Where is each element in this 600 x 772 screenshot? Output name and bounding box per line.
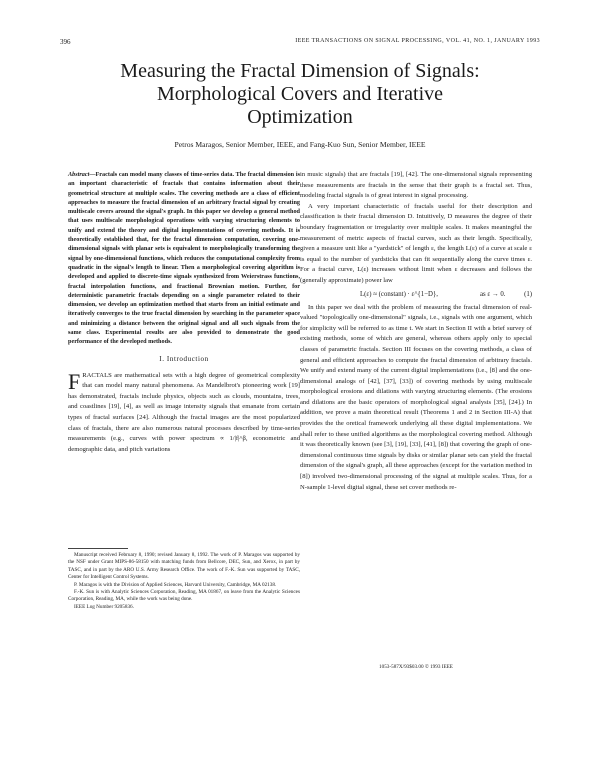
- title-line: Optimization: [247, 106, 353, 128]
- footnote-author-maragos: P. Maragos is with the Division of Applied Sciences, Harvard University, Cambridge, MA 02138.: [74, 581, 277, 588]
- footnote-log-number: IEEE Log Number 9205836.: [74, 603, 134, 610]
- right-column: [300, 170, 532, 493]
- abstract-text: Fractals can model many classes of time-series data. The fractal dimension is an important characteristic of fractals that contains information about their geometrical structure at multiple scales. The covering methods are a class of efficient approaches to measure the fractal dimension of an arbitrary fractal signal by creating multiscale covers around the signal's graph. In this paper we develop a general method that uses multiscale morphological operations with varying structuring elements to unify and extend the theory and digital implementations of covering methods. It is theoretically established that, for the fractal dimension computation, covering one-dimensional signals with planar sets is equivalent to morphologically transforming the signal by one-dimensional functions, which reduces the computational complexity from quadratic in the signal's length to linear. Then a morphological covering algorithm is developed and applied to discrete-time signals synthesized from Weierstrass functions, fractal interpolation functions, and fractional Brownian motion. Further, for deterministic parametric fractals depending on a single parameter related to their dimension, we develop an optimization method that starts from an initial estimate and iteratively converges to the true fractal dimension by searching in the parameter space and minimizing a distance between the original signal and all such signals from the same class. Experimental results are also provided to demonstrate the good performance of the developed methods.: [68, 171, 300, 346]
- footnote-author-sun: F.-K. Sun is with Analytic Sciences Corporation, Reading, MA 01867, on leave from the Analytic Sciences Corporation, Reading, MA, while the work was being done.: [68, 589, 300, 603]
- section-heading-introduction: I. Introduction: [159, 354, 209, 363]
- paper-title: [60, 60, 540, 129]
- abstract: [68, 170, 300, 347]
- equation-power-law: [300, 287, 532, 303]
- footnote-manuscript: Manuscript received February 8, 1990; revised January 8, 1992. The work of P. Maragos was supported by the NSF under Grant MIPS-86-58150 with matching funds from Bellcore, DEC, Sun, and Xerox, in part by TASC, and in part by the ARO U.S. Army Research Office. The work of F.-K. Sun was supported by TASC, Center for Intelligent Control Systems.: [68, 552, 300, 581]
- title-line: Morphological Covers and Iterative: [156, 83, 444, 105]
- abstract-lead: Abstract—: [68, 171, 96, 178]
- body-paragraph: in music signals) that are fractals [19], [42]. The one-dimensional signals representing these measurements are fractals in the sense that their graph is a fractal set. Thus, modeling fractal signals is of great interest in signal processing.: [300, 171, 532, 200]
- footnotes: [68, 548, 300, 611]
- equation-number: (1): [524, 290, 532, 298]
- body-paragraph: A very important characteristic of fractals useful for their description and classification is their fractal dimension D. Intuitively, D measures the degree of their boundary fragmentation or irregularity over multiple scales. It makes meaningful the measurement of metric aspects of fractal curves, such as their length. Specifically, given a measure unit like a "yardstick" of length ε, the length L(ε) of a curve at scale ε is equal to the number of yardsticks that can fit sequentially along the curve times ε. For a fractal curve, L(ε) increases without limit when ε decreases and follows the (generally approximate) power law: [300, 202, 532, 284]
- author-line: Petros Maragos, Senior Member, IEEE, and Fang-Kuo Sun, Senior Member, IEEE: [174, 140, 426, 149]
- intro-text: RACTALS are mathematical sets with a high degree of geometrical complexity that can model many natural phenomena. As Mandelbrot's pioneering work [19] has demonstrated, fractals include physics, objects such as clouds, mountains, trees, and coastlines [19], [4], as well as image intensity signals that emanate from certain types of fractal surfaces [24]. Although the fractal images are the most popularized class of fractals, there are also numerous natural processes described by time-series measurements (e.g., curves with power spectrum ∝ 1/|f|^β, econometric and demographic data, and pitch variations: [68, 371, 300, 453]
- drop-cap: F: [68, 368, 81, 394]
- equation-condition: as ε → 0.: [480, 290, 506, 298]
- running-head: [60, 38, 540, 50]
- left-column: [68, 170, 300, 455]
- title-line: Measuring the Fractal Dimension of Signals:: [120, 60, 480, 82]
- page-number: 396: [60, 38, 71, 46]
- journal-running-title: IEEE TRANSACTIONS ON SIGNAL PROCESSING, VOL. 41, NO. 1, JANUARY 1993: [295, 38, 540, 44]
- equation-lhs: L(ε) ≈ (constant) · ε^{1−D},: [360, 290, 438, 298]
- footnote-rule: [68, 548, 128, 549]
- body-paragraph: In this paper we deal with the problem of measuring the fractal dimension of real-valued "topologically one-dimensional" signals, i.e., signals with one argument, which for simplicity will be referred to as time t. We start in Section II with a brief survey of existing methods, some of which are general, whereas others apply only to special classes of parametric fractals. Section III focuses on the covering methods, a class of general and efficient approaches to compute the fractal dimension of arbitrary fractals. We unify and extend many of the current digital implementations (i.e., [8] and the one-dimensional analogs of [42], [37], [33]) of covering methods by using multiscale morphological erosions and dilations with varying structuring elements. (The erosions and dilations are the basic operators of morphological signal analysis [35], [24].) In addition, we prove a main theoretical result (Theorems 1 and 2 in Section III-A) that provides the the oretical framework underlying all these digital implementations. We shall refer to these unified algorithms as the morphological covering method. Although it was theoretically known (see [3], [19], [33], [41], [8]) that covering the graph of one-dimensional continuous time signals by disks or similar planar sets can yield the fractal dimension of the signal's graph, all these approaches (except for the variation method in [8]) involved two-dimensional processing of the signal at multiple scales. Thus, for a N-sample 1-level digital signal, these set cover methods re-: [300, 303, 532, 491]
- intro-paragraph: [68, 368, 300, 456]
- copyright-line: 1053-587X/93$03.00 © 1993 IEEE: [379, 664, 453, 670]
